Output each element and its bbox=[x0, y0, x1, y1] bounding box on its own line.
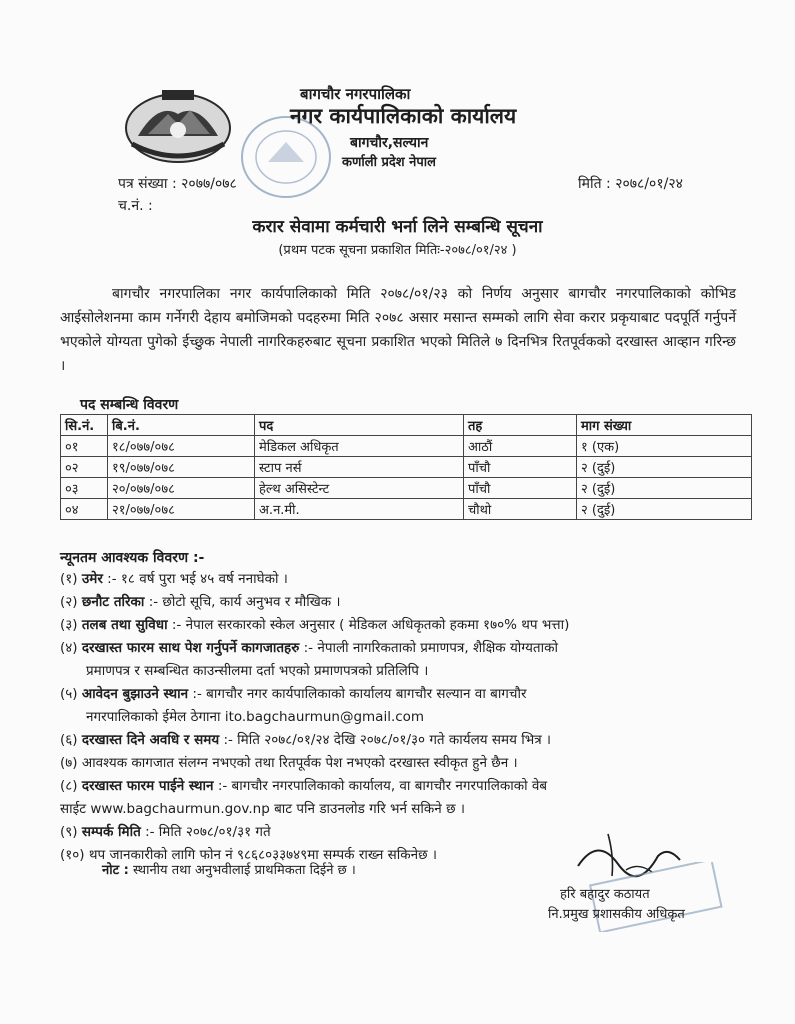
requirements-list bbox=[60, 568, 750, 867]
item-number: (८) bbox=[60, 778, 78, 794]
item-label: उमेर bbox=[81, 571, 103, 587]
item-number: (४) bbox=[60, 640, 78, 656]
note bbox=[102, 860, 356, 878]
column-header: पद bbox=[255, 415, 464, 436]
note-label: नोट : bbox=[102, 863, 129, 878]
table-cell: २ (दुई) bbox=[577, 478, 752, 499]
table-row bbox=[61, 499, 752, 520]
nepal-emblem-icon bbox=[118, 84, 238, 166]
table-cell: ०२ bbox=[61, 457, 108, 478]
letter-date: मिति : २०७८/०१/२४ bbox=[578, 176, 683, 192]
list-item bbox=[60, 729, 750, 752]
table-cell: ०३ bbox=[61, 478, 108, 499]
table-cell: अ.न.मी. bbox=[255, 499, 464, 520]
item-continuation: प्रमाणपत्र र सम्बन्धित काउन्सीलमा दर्ता भएको प्रमाणपत्रको प्रतिलिपि । bbox=[86, 663, 429, 679]
table-cell: १ (एक) bbox=[577, 436, 752, 457]
item-label: तलब तथा सुविधा bbox=[81, 617, 168, 633]
item-text: :- १८ वर्ष पुरा भई ४५ वर्ष ननाघेको । bbox=[107, 571, 288, 587]
requirements-heading: न्यूनतम आवश्यक विवरण :- bbox=[60, 550, 205, 566]
item-number: (५) bbox=[60, 686, 78, 702]
table-cell: २१/०७७/०७८ bbox=[108, 499, 255, 520]
signer-title: नि.प्रमुख प्रशासकीय अधिकृत bbox=[548, 907, 685, 922]
item-number: (२) bbox=[60, 594, 78, 610]
province-name: कर्णाली प्रदेश नेपाल bbox=[342, 155, 436, 170]
item-text: :- नेपाली नागरिकताको प्रमाणपत्र, शैक्षिक योग्यताको bbox=[303, 640, 558, 656]
item-text: :- नेपाल सरकारको स्केल अनुसार ( मेडिकल अधिकृतको हकमा १७०% थप भत्ता) bbox=[171, 617, 570, 633]
item-text: :- बागचौर नगरपालिकाको कार्यालय, वा बागचौर नगरपालिकाको वेब bbox=[217, 778, 548, 794]
letter-ref-number: पत्र संख्या : २०७७/०७८ bbox=[118, 176, 237, 192]
municipality-name: बागचौर नगरपालिका bbox=[300, 85, 411, 103]
item-label: छनौट तरिका bbox=[81, 594, 145, 610]
item-label: दरखास्त फारम पाईने स्थान bbox=[81, 778, 214, 794]
table-cell: मेडिकल अधिकृत bbox=[255, 436, 464, 457]
item-text: :- मिति २०७८/०१/३१ गते bbox=[145, 824, 271, 840]
table-row bbox=[61, 457, 752, 478]
table-cell: हेल्थ असिस्टेन्ट bbox=[255, 478, 464, 499]
notice-subtitle: (प्रथम पटक सूचना प्रकाशित मितिः-२०७८/०१/२४ ) bbox=[278, 243, 517, 258]
item-text: :- मिति २०७८/०१/२४ देखि २०७८/०१/३० गते कार्यलय समय भित्र । bbox=[223, 732, 552, 748]
item-number: (१०) bbox=[60, 847, 85, 863]
table-cell: आठौं bbox=[464, 436, 577, 457]
list-item bbox=[60, 752, 750, 775]
column-header: बि.नं. bbox=[108, 415, 255, 436]
list-item bbox=[60, 637, 750, 683]
table-cell: पाँचौ bbox=[464, 457, 577, 478]
item-text: थप जानकारीको लागि फोन नं ९८६८०३३७४९मा सम्पर्क राख्न सकिनेछ । bbox=[88, 847, 437, 863]
item-number: (७) bbox=[60, 755, 78, 771]
table-cell: १९/०७७/०७८ bbox=[108, 457, 255, 478]
signer-name: हरि बहादुर कठायत bbox=[560, 887, 650, 902]
item-continuation: साईट www.bagchaurmun.gov.np बाट पनि डाउनलोड गरि भर्न सकिने छ । bbox=[60, 801, 465, 817]
table-cell: चौथो bbox=[464, 499, 577, 520]
item-number: (९) bbox=[60, 824, 78, 840]
table-row bbox=[61, 436, 752, 457]
list-item bbox=[60, 614, 750, 637]
item-number: (६) bbox=[60, 732, 78, 748]
item-number: (३) bbox=[60, 617, 78, 633]
table-cell: २०/०७७/०७८ bbox=[108, 478, 255, 499]
item-text: :- छोटो सूचि, कार्य अनुभव र मौखिक । bbox=[148, 594, 341, 610]
office-name: नगर कार्यपालिकाको कार्यालय bbox=[290, 104, 517, 128]
column-header: माग संख्या bbox=[577, 415, 752, 436]
note-text: स्थानीय तथा अनुभवीलाई प्राथमिकता दिईने छ । bbox=[133, 863, 356, 878]
table-row bbox=[61, 478, 752, 499]
item-text: :- बागचौर नगर कार्यपालिकाको कार्यालय बागचौर सल्यान वा बागचौर bbox=[192, 686, 527, 702]
list-item bbox=[60, 775, 750, 821]
table-cell: ०४ bbox=[61, 499, 108, 520]
list-item bbox=[60, 568, 750, 591]
list-item bbox=[60, 683, 750, 729]
office-address: बागचौर,सल्यान bbox=[350, 135, 429, 151]
table-header-row bbox=[61, 415, 752, 436]
list-item bbox=[60, 591, 750, 614]
table-cell: १८/०७७/०७८ bbox=[108, 436, 255, 457]
column-header: तह bbox=[464, 415, 577, 436]
notice-title: करार सेवामा कर्मचारी भर्ना लिने सम्बन्धि सूचना bbox=[252, 217, 543, 237]
item-label: दरखास्त फारम साथ पेश गर्नुपर्ने कागजातहरु bbox=[81, 640, 300, 656]
item-label: सम्पर्क मिति bbox=[81, 824, 141, 840]
item-continuation: नगरपालिकाको ईमेल ठेगाना ito.bagchaurmun@gmail.com bbox=[86, 709, 425, 725]
item-label: दरखास्त दिने अवधि र समय bbox=[81, 732, 220, 748]
table-cell: ०१ bbox=[61, 436, 108, 457]
item-number: (१) bbox=[60, 571, 78, 587]
posts-heading: पद सम्बन्धि विवरण bbox=[80, 397, 179, 413]
notice-body: बागचौर नगरपालिका नगर कार्यपालिकाको मिति २०७८/०१/२३ को निर्णय अनुसार बागचौर नगरपालिकाको कोभिड आईसोलेशनमा काम गर्नेगरी देहाय बमोजिमको पदहरुमा मिति २०७८ असार मसान्त सम्मको लागि सेवा करार प्रकृयाबाट पदपूर्ति गर्नुपर्ने भएकोले योग्यता पुगेको ईच्छुक नेपाली नागरिकहरुबाट सूचना प्रकाशित भएको मितिले ७ दिनभित्र रितपूर्वकको दरखास्त आव्हान गरिन्छ । bbox=[60, 286, 736, 374]
item-label: आवेदन बुझाउने स्थान bbox=[81, 686, 189, 702]
table-cell: २ (दुई) bbox=[577, 499, 752, 520]
table-cell: २ (दुई) bbox=[577, 457, 752, 478]
posts-table bbox=[60, 414, 752, 520]
dispatch-number: च.नं. : bbox=[118, 198, 153, 214]
table-cell: स्टाप नर्स bbox=[255, 457, 464, 478]
column-header: सि.नं. bbox=[61, 415, 108, 436]
item-text: आवश्यक कागजात संलग्न नभएको तथा रितपूर्वक पेश नभएको दरखास्त स्वीकृत हुने छैन । bbox=[81, 755, 518, 771]
table-cell: पाँचौ bbox=[464, 478, 577, 499]
